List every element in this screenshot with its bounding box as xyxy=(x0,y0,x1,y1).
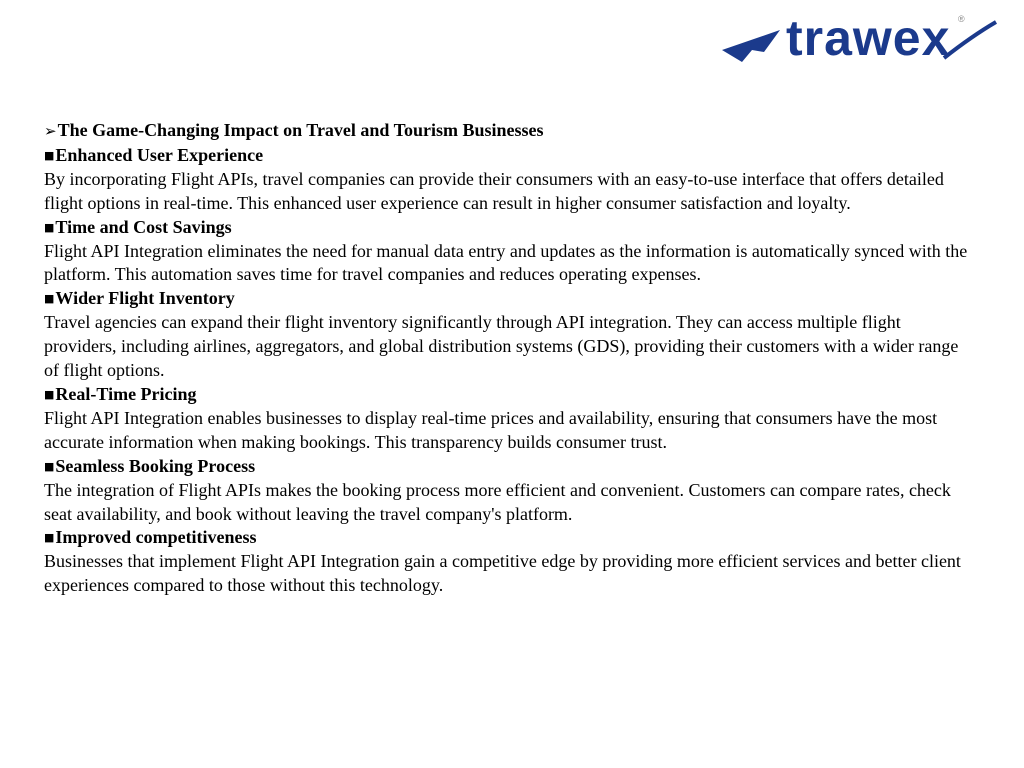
section-heading-text: Time and Cost Savings xyxy=(55,216,232,237)
section-heading-text: Seamless Booking Process xyxy=(55,455,256,476)
section-body: Businesses that implement Flight API Integration gain a competitive edge by providing more efficient services and better client experiences compared to those without this technology. xyxy=(44,551,961,596)
square-bullet-icon: ■ xyxy=(44,292,55,306)
trawex-logo xyxy=(722,10,1002,74)
square-bullet-icon: ■ xyxy=(44,148,55,162)
section-heading xyxy=(44,287,974,311)
section-heading xyxy=(44,455,974,479)
square-bullet-icon: ■ xyxy=(44,459,55,473)
main-heading xyxy=(44,119,974,144)
logo-text: trawex xyxy=(786,10,951,66)
square-bullet-icon: ■ xyxy=(44,531,55,545)
section-heading xyxy=(44,144,974,168)
section-heading-text: Enhanced User Experience xyxy=(55,144,264,165)
section-heading-text: Wider Flight Inventory xyxy=(55,288,235,309)
document-body xyxy=(44,119,974,598)
arrow-bullet-icon: ➢ xyxy=(44,122,57,140)
section-heading-text: Improved competitiveness xyxy=(55,527,257,548)
section-body: Flight API Integration enables businesses to display real-time prices and availability, ensuring that consumers have the most accurate information when making bookings. This transparency builds consumer trust. xyxy=(44,407,938,452)
section-body: By incorporating Flight APIs, travel companies can provide their consumers with an easy-to-use interface that offers detailed flight options in real-time. This enhanced user experience can result in higher consumer satisfaction and loyalty. xyxy=(44,168,944,213)
section-body: Travel agencies can expand their flight inventory significantly through API integration. They can access multiple flight providers, including airlines, aggregators, and global distribution systems (GDS), providing their customers with a wider range of flight options. xyxy=(44,312,959,381)
square-bullet-icon: ■ xyxy=(44,220,55,234)
square-bullet-icon: ■ xyxy=(44,387,55,401)
main-heading-text: The Game-Changing Impact on Travel and Tourism Businesses xyxy=(57,120,544,140)
section-heading-text: Real-Time Pricing xyxy=(55,383,197,404)
registered-mark: ® xyxy=(958,14,965,24)
section-body: Flight API Integration eliminates the need for manual data entry and updates as the information is automatically synced with the platform. This automation saves time for travel companies and reduces operating expenses. xyxy=(44,240,968,285)
section-heading xyxy=(44,526,974,550)
section-body: The integration of Flight APIs makes the booking process more efficient and convenient. Customers can compare rates, check seat availability, and book without leaving the travel company's platform. xyxy=(44,479,951,524)
swoosh-icon xyxy=(722,14,1002,74)
section-heading xyxy=(44,383,974,407)
section-heading xyxy=(44,216,974,240)
